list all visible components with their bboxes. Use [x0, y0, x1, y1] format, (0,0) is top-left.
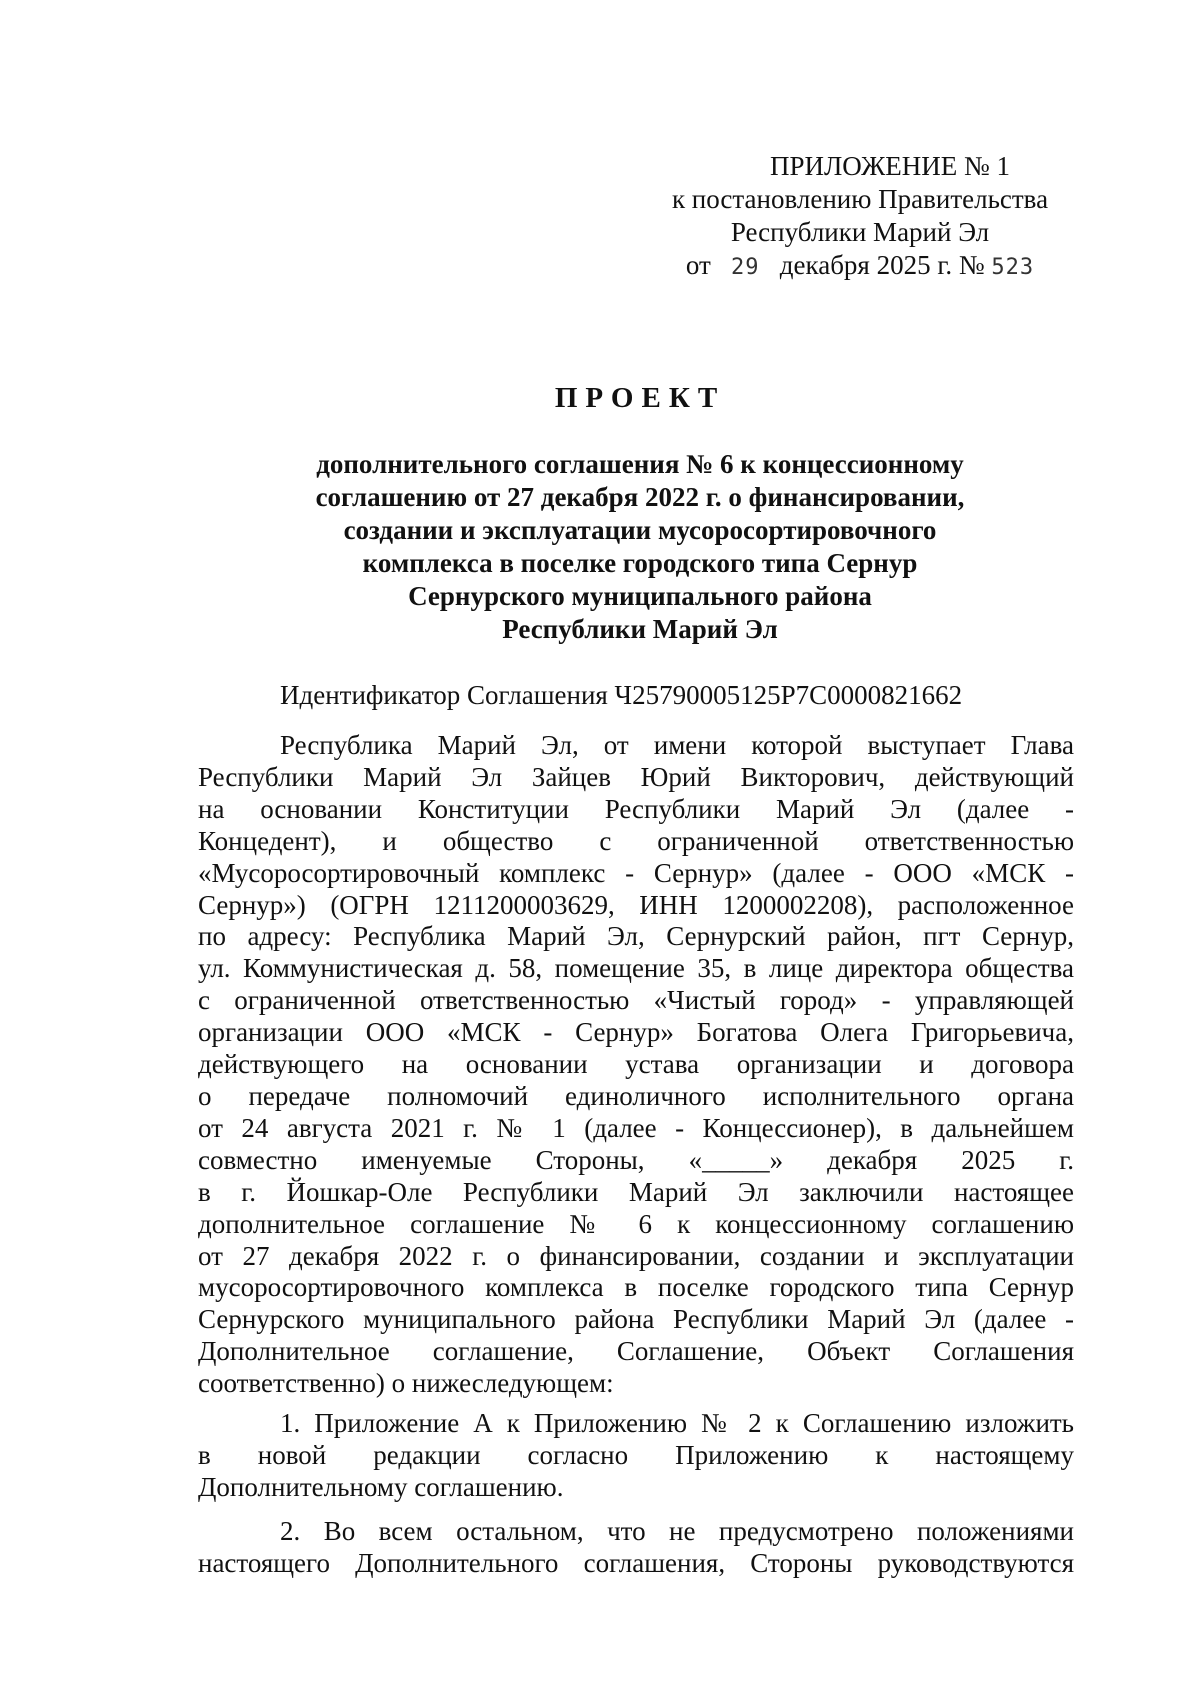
appendix-date-line [640, 249, 1080, 284]
project-title: ПРОЕКТ [554, 382, 726, 414]
paragraph-line: с ограниченной ответственностью «Чистый город» - управляющей [198, 985, 1074, 1016]
appendix-title: ПРИЛОЖЕНИЕ № 1 [769, 151, 1011, 181]
paragraph-line: мусоросортировочного комплекса в поселке городского типа Сернур [198, 1272, 1074, 1303]
agreement-identifier: Идентификатор Соглашения Ч25790005125Р7С0000821662 [280, 680, 963, 710]
subject-line: дополнительного соглашения № 6 к концессионному [316, 449, 964, 479]
date-number: 523 [991, 255, 1035, 280]
document-body [198, 730, 1074, 1580]
paragraph-line: Сернурского муниципального района Республики Марий Эл (далее - [198, 1304, 1074, 1335]
paragraph-line: ул. Коммунистическая д. 58, помещение 35, в лице директора общества [198, 953, 1074, 984]
paragraph-line: от 27 декабря 2022 г. о финансировании, создании и эксплуатации [198, 1240, 1074, 1271]
paragraph-line: Сернур») (ОГРН 1211200003629, ИНН 1200002208), расположенное [198, 889, 1074, 920]
item-2-line: настоящего Дополнительного соглашения, Стороны руководствуются [198, 1547, 1074, 1578]
appendix-line-2: к постановлению Правительства [671, 184, 1049, 214]
paragraph-line: «Мусоросортировочный комплекс - Сернур» (далее - ООО «МСК - [198, 857, 1074, 888]
paragraph-line: от 24 августа 2021 г. № 1 (далее - Концессионер), в дальнейшем [198, 1112, 1074, 1143]
item-2-line: 2. Во всем остальном, что не предусмотрено положениями [280, 1515, 1074, 1546]
subject-line: Сернурского муниципального района [408, 581, 872, 611]
paragraph-line: Республика Марий Эл, от имени которой выступает Глава [280, 730, 1074, 760]
date-day: 29 [731, 255, 760, 280]
paragraph-line: совместно именуемые Стороны, «_____» декабря 2025 г. [198, 1144, 1074, 1175]
item-1-line: 1. Приложение А к Приложению № 2 к Соглашению изложить [280, 1408, 1074, 1439]
paragraph-line: Республики Марий Эл Зайцев Юрий Викторович, действующий [198, 761, 1074, 792]
item-1-line: в новой редакции согласно Приложению к настоящему [198, 1439, 1074, 1470]
paragraph-line: Дополнительное соглашение, Соглашение, Объект Соглашения [198, 1336, 1074, 1367]
subject-line: соглашению от 27 декабря 2022 г. о финансировании, [315, 482, 965, 512]
subject-line: комплекса в поселке городского типа Сернур [362, 548, 918, 578]
paragraph-line: Концедент), и общество с ограниченной ответственностью [198, 825, 1074, 856]
appendix-line-3: Республики Марий Эл [730, 217, 990, 247]
item-1-line: Дополнительному соглашению. [198, 1471, 564, 1502]
subject-line: создании и эксплуатации мусоросортировочного [343, 515, 937, 545]
paragraph-line: на основании Конституции Республики Марий Эл (далее - [198, 793, 1074, 824]
paragraph-line: организации ООО «МСК - Сернур» Богатова Олега Григорьевича, [198, 1017, 1074, 1048]
appendix-header [640, 150, 1080, 284]
paragraph-line: по адресу: Республика Марий Эл, Сернурский район, пгт Сернур, [198, 921, 1074, 952]
paragraph-line: о передаче полномочий единоличного исполнительного органа [198, 1080, 1074, 1111]
date-rest: декабря 2025 г. № [779, 250, 985, 280]
paragraph-line: дополнительное соглашение № 6 к концессионному соглашению [198, 1208, 1074, 1239]
paragraph-line: действующего на основании устава организации и договора [198, 1049, 1074, 1080]
date-prefix: от [685, 250, 711, 280]
subject-line: Республики Марий Эл [502, 614, 778, 644]
paragraph-line: соответственно) о нижеследующем: [198, 1368, 614, 1399]
document-subject [250, 448, 1030, 646]
paragraph-line: в г. Йошкар-Оле Республики Марий Эл заключили настоящее [198, 1176, 1074, 1207]
